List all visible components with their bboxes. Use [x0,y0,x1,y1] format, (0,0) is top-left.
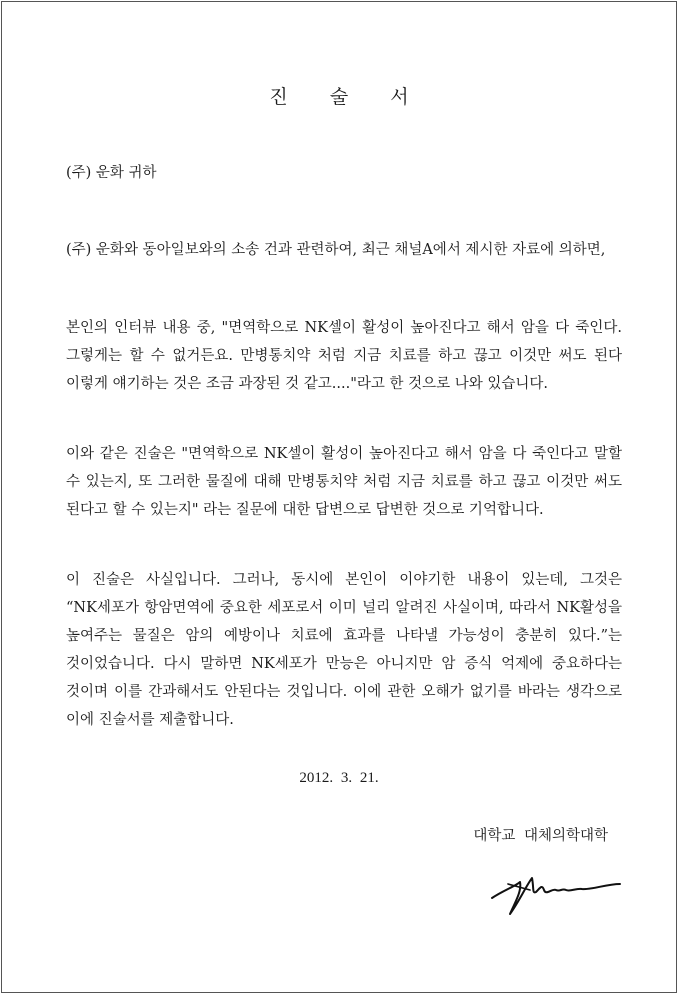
affiliation: 대학교 대체의학대학 [473,828,608,844]
statement-document [1,1,677,993]
document-date: 2012. 3. 21. [299,770,379,786]
handwritten-signature [480,860,630,920]
paragraph-2: 본인의 인터뷰 내용 중, "면역학으로 NK셀이 활성이 높아진다고 해서 암을 다 죽인다. 그렇게는 할 수 없거든요. 만병통치약 처럼 지금 치료를 하고 끊고 이것만 써도 된다 이렇게 얘기하는 것은 조금 과장된 것 같고...."라고 한 것으로 나와 있습니다. [66,320,622,392]
paragraph-3: 이와 같은 진술은 "면역학으로 NK셀이 활성이 높아진다고 해서 암을 다 죽인다고 말할 수 있는지, 또 그러한 물질에 대해 만병통치약 처럼 지금 치료를 하고 끊고 이것만 써도 된다고 할 수 있는지" 라는 질문에 대한 답변으로 답변한 것으로 기억합니다. [66,446,622,518]
paragraph-1: (주) 운화와 동아일보와의 소송 건과 관련하여, 최근 채널A에서 제시한 자료에 의하면, [66,242,606,258]
document-title: 진 술 서 [269,86,427,108]
paragraph-4: 이 진술은 사실입니다. 그러나, 동시에 본인이 이야기한 내용이 있는데, 그것은 “NK세포가 항암면역에 중요한 세포로서 이미 널리 알려진 사실이며, 따라서 NK활성을 높여주는 물질은 암의 예방이나 치료에 효과를 나타낼 가능성이 충분히 있다.”는 것이었습니다. 다시 말하면 NK세포가 만능은 아니지만 암 증식 억제에 중요하다는 것이며 이를 간과해서도 안된다는 것입니다. 이에 관한 오해가 없기를 바라는 생각으로 이에 진술서를 제출합니다. [66,572,622,728]
recipient-line: (주) 운화 귀하 [66,165,157,181]
